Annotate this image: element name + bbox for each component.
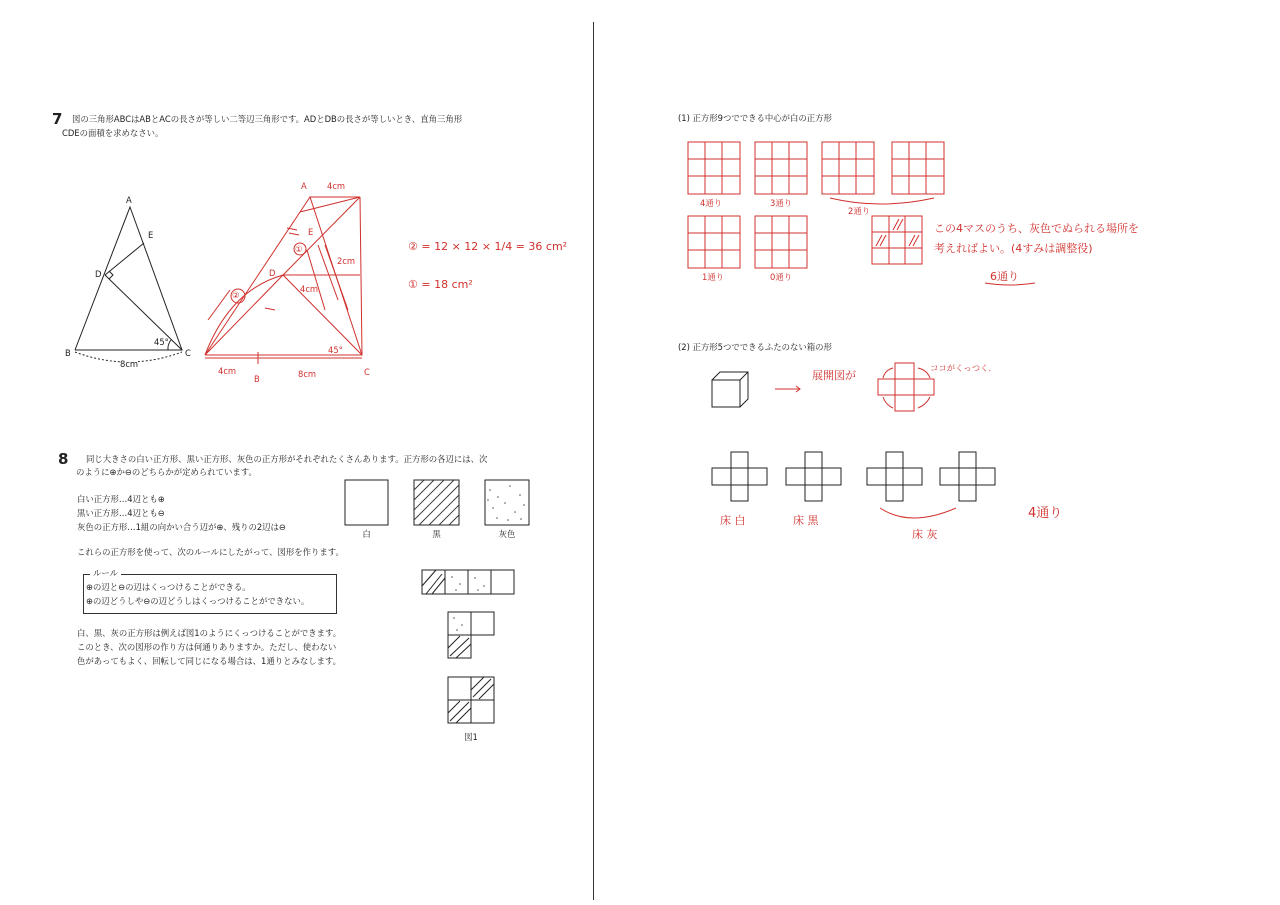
part1-title: (1) 正方形9つでできる中心が白の正方形 <box>678 113 832 123</box>
ann-eq1: ② = 12 × 12 × 1/4 = 36 cm² <box>408 240 568 253</box>
rule-1: ⊕の辺と⊖の辺はくっつけることができる。 <box>86 582 251 592</box>
rule-2: ⊕の辺どうしや⊖の辺どうしはくっつけることができない。 <box>86 596 310 606</box>
label-c: C <box>185 348 191 358</box>
answer-1: 6通り <box>990 270 1019 283</box>
ann-inner: 4cm <box>300 284 319 294</box>
grid-label-4: 4通り <box>700 198 723 208</box>
label-d: D <box>95 269 102 279</box>
figure1-caption: 図1 <box>464 732 478 742</box>
answer-2: 4通り <box>1028 506 1063 521</box>
floor-white: 床 白 <box>720 514 746 527</box>
ann-b-right: 8cm <box>298 369 317 379</box>
cross-nets <box>712 452 995 501</box>
ann-mid: 2cm <box>337 256 356 266</box>
ann-circle2: ② <box>232 290 240 300</box>
label-b: B <box>65 348 71 358</box>
label-base: 8cm <box>120 358 138 372</box>
rule-title: ルール <box>90 567 121 581</box>
grid-label-2: 2通り <box>848 206 871 216</box>
q7-number: 7 <box>52 110 63 128</box>
ann-angle: 45° <box>328 345 343 355</box>
ann-label-a: A <box>301 181 307 191</box>
ann-label-e: E <box>308 227 314 237</box>
label-a: A <box>126 195 132 205</box>
q8-number: 8 <box>58 450 69 468</box>
closing-2: このとき、次の図形の作り方は何通りありますか。ただし、使わない <box>77 642 337 652</box>
q8-line-2: のように⊕か⊖のどちらかが定められています。 <box>76 467 257 477</box>
grid-label-0: 0通り <box>770 272 793 282</box>
closing-1: 白、黒、灰の正方形は例えば図1のようにくっつけることができます。 <box>77 628 342 638</box>
label-angle: 45° <box>154 337 169 347</box>
ann-top: 4cm <box>327 181 346 191</box>
closing-3: 色があってもよく、回転して同じになる場合は、1通りとみなします。 <box>77 656 342 666</box>
q8-def-white: 白い正方形…4辺とも⊕ <box>77 494 165 504</box>
square-label-gray: 灰色 <box>498 529 516 539</box>
label-e: E <box>148 230 154 240</box>
q7-line-2: CDEの面積を求めなさい。 <box>62 128 164 138</box>
arrow-text: 展開図が <box>812 369 856 382</box>
part2-title: (2) 正方形5つでできるふたのない箱の形 <box>678 342 832 352</box>
part2-red <box>775 363 956 518</box>
ann-label-d: D <box>269 268 276 278</box>
grid-label-1: 1通り <box>702 272 725 282</box>
part2-drawings <box>712 372 748 407</box>
square-label-black: 黒 <box>432 529 441 539</box>
ann-eq2: ① = 18 cm² <box>408 278 473 291</box>
q8-line-1: 同じ大きさの白い正方形、黒い正方形、灰色の正方形がそれぞれたくさんあります。正方形の各辺には、次 <box>86 454 488 464</box>
q8-black-hatch <box>414 480 459 525</box>
q7-red-figure <box>205 197 362 364</box>
floor-black: 床 黒 <box>793 514 819 527</box>
note-1: この4マスのうち、灰色でぬられる場所を <box>934 222 1139 235</box>
note-2: 考えればよい。(4すみは調整役) <box>934 242 1093 255</box>
ann-b-left: 4cm <box>218 366 237 376</box>
q8-def-black: 黒い正方形…4辺とも⊖ <box>77 508 165 518</box>
q7-line-1: 図の三角形ABCはABとACの長さが等しい二等辺三角形です。ADとDBの長さが等しいとき、直角三角形 <box>72 114 463 124</box>
ann-label-b: B <box>254 374 260 384</box>
cross-note: ココがくっつく. <box>930 363 992 373</box>
q8-strip <box>422 570 514 723</box>
ann-circle1: ① <box>295 244 303 254</box>
q8-def-gray: 灰色の正方形…1組の向かい合う辺が⊕、残りの2辺は⊖ <box>77 522 286 532</box>
ann-label-c: C <box>364 367 370 377</box>
q8-gray-dots <box>487 485 525 521</box>
floor-gray: 床 灰 <box>912 528 938 541</box>
square-label-white: 白 <box>362 529 371 539</box>
q8-intro2: これらの正方形を使って、次のルールにしたがって、図形を作ります。 <box>77 547 344 557</box>
grid-label-3: 3通り <box>770 198 793 208</box>
